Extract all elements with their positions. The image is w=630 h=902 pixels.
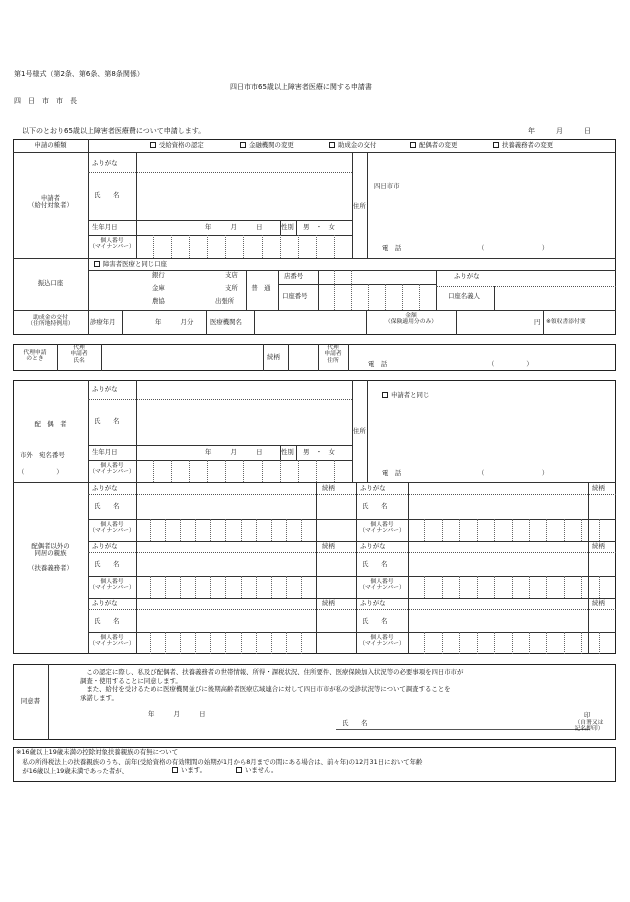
request-option-bank-change[interactable]: 金融機関の変更 [240,142,294,149]
relative-mynumber-input[interactable] [408,632,616,654]
relative-name-label: 氏 名 [94,502,120,510]
applicant-phone-label: 電 話 [382,244,402,252]
applicant-label: 申請者 （給付対象者） [28,194,73,210]
relative-furigana-label: ふりがな [92,484,118,492]
consent-date[interactable]: 年 月 日 [148,710,206,718]
applicant-phone-input[interactable]: （ ） [478,244,549,252]
applicant-name-label: 氏 名 [94,191,120,199]
bank-type-shinkin: 金庫 [152,284,165,292]
checkbox-icon [240,142,246,148]
note-body: 私の所得税法上の扶養親族のうち、前年(受給資格の有効期間の始期が1月から8月までの間にある場合は、前々年)の12月31日において年齢 が16歳以上19歳未満であった者が、 [22,758,423,775]
relative-mynumber-input[interactable] [408,519,616,541]
spouse-address-label: 住所 [353,427,366,435]
applicant-address-label: 住所 [353,202,366,210]
applicant-sex-select[interactable]: 男 ・ 女 [303,223,335,231]
relative-relation-label: 続柄 [592,484,605,492]
treatment-month-label: 診療年月 [90,318,116,326]
consent-name-label: 氏 名 [342,719,368,727]
bank-type-bank: 銀行 [152,271,165,279]
institution-name-input[interactable] [255,311,366,334]
spouse-label: 配 偶 者 [34,420,67,428]
relative-relation-label: 続柄 [592,599,605,607]
seal-mark: 印 [584,711,591,719]
applicant-furigana-label: ふりがな [92,159,118,167]
amount-input[interactable] [457,311,532,334]
spouse-phone-input[interactable]: （ ） [478,469,549,477]
checkbox-icon [172,767,178,773]
branch-type-office: 出張所 [215,297,235,305]
seal-note: （自署又は 記名押印） [574,720,604,733]
relative-mynumber-label: 個人番号 （マイナンバー） [359,522,405,535]
yen-unit: 円 [534,318,541,326]
spouse-name-input[interactable] [137,400,351,444]
proxy-relation-label: 続柄 [267,353,280,361]
receipt-note: ※領収書添付要 [546,319,586,325]
relative-mynumber-label: 個人番号 （マイナンバー） [359,579,405,592]
relative-mynumber-input[interactable] [408,576,616,598]
relative-mynumber-label: 個人番号 （マイナンバー） [89,635,135,648]
branch-number-label: 店番号 [284,272,304,280]
treatment-month-input[interactable]: 年 月分 [155,318,194,326]
checkbox-icon [94,261,100,267]
checkbox-icon [493,142,499,148]
checkbox-icon [410,142,416,148]
request-type-label: 申請の種類 [34,141,67,149]
addressee: 四 日 市 市 長 [14,97,77,105]
bank-type-ja: 農協 [152,297,165,305]
checkbox-icon [382,392,388,398]
checkbox-icon [150,142,156,148]
spouse-furigana-label: ふりがな [92,385,118,393]
bank-label: 振込口座 [37,279,64,287]
note-yes-checkbox[interactable]: います。 [172,767,206,774]
relative-relation-label: 続柄 [592,542,605,550]
branch-type-sub: 支所 [225,284,238,292]
application-date[interactable]: 年 月 日 [528,127,591,135]
applicant-mynumber-label: 個人番号 （マイナンバー） [89,238,135,251]
holder-furigana-label: ふりがな [454,272,480,280]
note-no-checkbox[interactable]: いません。 [236,767,277,774]
relative-relation-label: 続柄 [322,599,335,607]
proxy-phone-label: 電 話 [368,360,388,368]
amount-label: 金額 （保険適用分のみ） [384,313,438,326]
request-option-certification[interactable]: 受給資格の認定 [150,142,204,149]
spouse-mynumber-label: 個人番号 （マイナンバー） [89,463,135,476]
relative-mynumber-input[interactable] [136,632,316,654]
relative-furigana-label: ふりがな [92,542,118,550]
applicant-birth-label: 生年月日 [92,223,118,231]
account-number-label: 口座番号 [282,292,308,300]
spouse-code-label: 市外 宛名番号 [20,451,65,459]
proxy-name-label: 代理 申請者 氏名 [70,345,88,364]
applicant-address-value[interactable]: 四日市市 [374,182,400,190]
consent-label: 同意書 [20,697,41,705]
relative-mynumber-input[interactable] [136,519,316,541]
bank-same-checkbox[interactable]: 障害者医療と同じ口座 [94,261,167,268]
proxy-address-label: 代理 申請者 住所 [324,345,342,364]
relative-name-label: 氏 名 [94,617,120,625]
spouse-same-checkbox[interactable]: 申請者と同じ [382,392,429,399]
relative-name-label: 氏 名 [362,502,388,510]
request-option-spouse-change[interactable]: 配偶者の変更 [410,142,457,149]
proxy-name-input[interactable] [102,345,262,370]
relative-relation-label: 続柄 [322,542,335,550]
branch-number-input[interactable] [318,270,368,284]
relative-furigana-label: ふりがな [360,542,386,550]
relative-furigana-label: ふりがな [92,599,118,607]
request-option-grant[interactable]: 助成金の交付 [329,142,376,149]
spouse-sex-label: 性別 [281,448,294,456]
intro-text: 以下のとおり65歳以上障害者医療費について申請します。 [22,127,206,135]
applicant-name-input[interactable] [137,173,351,219]
relative-relation-label: 続柄 [322,484,335,492]
relative-mynumber-label: 個人番号 （マイナンバー） [89,522,135,535]
applicant-birth-date[interactable]: 年 月 日 [205,223,263,231]
form-number: 第1号様式（第2条、第6条、第8条関係） [14,70,144,78]
proxy-label: 代理申請 のとき [23,350,47,363]
institution-name-label: 医療機関名 [210,318,242,326]
relative-mynumber-label: 個人番号 （マイナンバー） [359,635,405,648]
note-title: ※16歳以上19歳未満の控除対象扶養親族の有無について [16,748,179,756]
relative-furigana-label: ふりがな [360,484,386,492]
relative-name-label: 氏 名 [362,560,388,568]
relative-furigana-label: ふりがな [360,599,386,607]
relative-name-label: 氏 名 [94,560,120,568]
proxy-address-input[interactable] [349,345,615,357]
relative-mynumber-input[interactable] [136,576,316,598]
account-holder-input[interactable] [495,287,615,309]
consent-text: この認定に際し、私及び配偶者、扶養義務者の世帯情報、所得・課税状況、住所要件、医療保険加入状況等の必要事項を四日市市が 調査・使用することに同意します。 また、給付を受けるために医療機関並びに後期高齢者医療広域連合に対して四日市市が私の受診状況等について調査することを 承諾します。 [80,668,464,702]
relatives-label: 配偶者以外の 同居の親族 （扶養義務者） [28,542,73,573]
applicant-mynumber-input[interactable] [136,235,352,258]
proxy-phone-input[interactable]: （ ） [488,360,533,368]
spouse-phone-label: 電 話 [382,469,402,477]
relative-name-label: 氏 名 [362,617,388,625]
request-option-dependent-change[interactable]: 扶養義務者の変更 [493,142,553,149]
spouse-code-input[interactable]: （ ） [18,468,63,476]
spouse-birth-label: 生年月日 [92,448,118,456]
page-title: 四日市市65歳以上障害者医療に関する申請書 [230,83,372,91]
grant-label: 助成金の交付 （住所地特例用） [27,315,74,328]
checkbox-icon [236,767,242,773]
spouse-birth-date[interactable]: 年 月 日 [205,448,263,456]
spouse-mynumber-input[interactable] [136,460,352,482]
account-type: 普 通 [251,284,271,292]
applicant-sex-label: 性別 [281,223,294,231]
relative-mynumber-label: 個人番号 （マイナンバー） [89,579,135,592]
checkbox-icon [329,142,335,148]
account-holder-label: 口座名義人 [448,292,480,300]
consent-signature-input[interactable] [380,713,585,727]
branch-type-branch: 支店 [225,271,238,279]
spouse-name-label: 氏 名 [94,417,120,425]
account-number-input[interactable] [318,284,436,310]
spouse-sex-select[interactable]: 男 ・ 女 [303,448,335,456]
